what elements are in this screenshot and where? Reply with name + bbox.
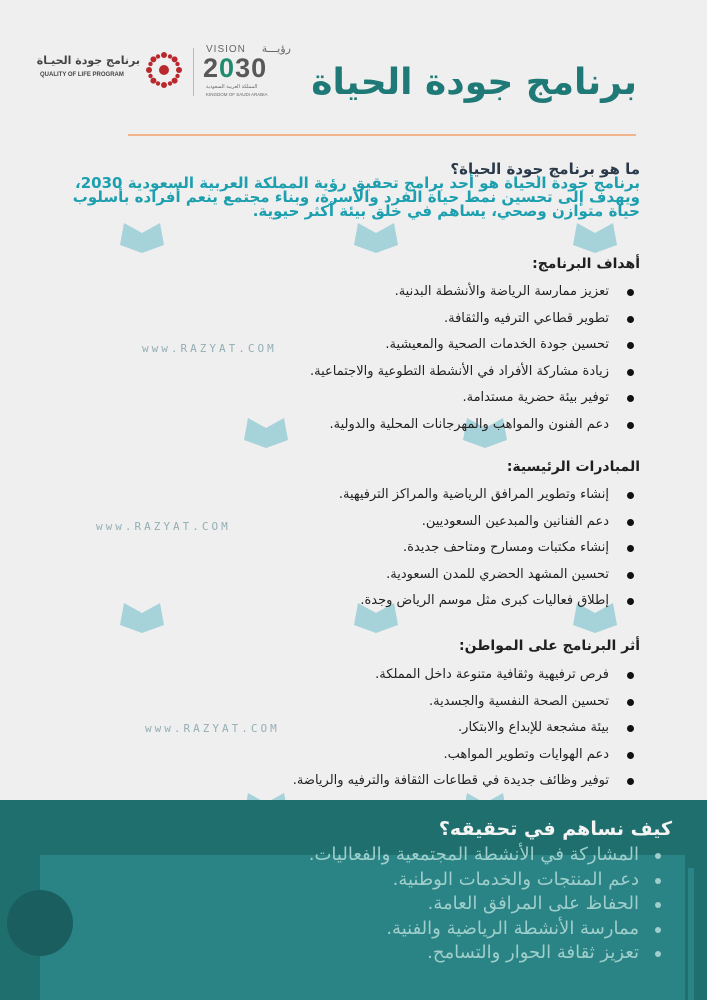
goals-title: أهداف البرنامج: [532, 256, 640, 272]
vision-kingdom-arabic: المملكة العربية السعودية [206, 84, 258, 90]
decor-circle [7, 890, 73, 956]
decor-bar [688, 868, 694, 1000]
header [0, 0, 707, 140]
list-item: تطوير قطاعي الترفيه والثقافة. [310, 306, 637, 333]
vision-2030-logo [203, 44, 293, 100]
list-item: المشاركة في الأنشطة المجتمعية والفعاليات. [309, 843, 667, 868]
vision-word: VISION [206, 44, 246, 55]
title-divider [128, 134, 636, 136]
list-item: ممارسة الأنشطة الرياضية والفنية. [309, 917, 667, 942]
list-item: توفير بيئة حضرية مستدامة. [310, 385, 637, 412]
qol-logo-english: QUALITY OF LIFE PROGRAM [40, 72, 124, 78]
contribute-title: كيف نساهم في تحقيقه؟ [438, 818, 672, 840]
watermark-url: www.RAZYAT.COM [145, 722, 280, 735]
impact-title: أثر البرنامج على المواطن: [459, 638, 640, 654]
list-item: بيئة مشجعة للإبداع والابتكار. [293, 715, 637, 742]
list-item: توفير وظائف جديدة في قطاعات الثقافة والترفيه والرياضة. [293, 768, 637, 795]
list-item: تحسين المشهد الحضري للمدن السعودية. [339, 562, 637, 589]
list-item: تحسين جودة الخدمات الصحية والمعيشية. [310, 332, 637, 359]
intro-question: ما هو برنامج جودة الحياة؟ [450, 160, 640, 178]
vision-kingdom-english: KINGDOM OF SAUDI ARABIA [206, 92, 268, 97]
initiatives-title: المبادرات الرئيسية: [506, 459, 640, 475]
list-item: الحفاظ على المرافق العامة. [309, 892, 667, 917]
page-title: برنامج جودة الحياة [311, 62, 637, 103]
vision-arabic: رؤيـــة [261, 42, 291, 55]
list-item: دعم المنتجات والخدمات الوطنية. [309, 868, 667, 893]
list-item: إنشاء مكتبات ومسارح ومتاحف جديدة. [339, 535, 637, 562]
watermark-book-icon [112, 595, 172, 645]
list-item: تعزيز ثقافة الحوار والتسامح. [309, 941, 667, 966]
vision-year [203, 53, 267, 84]
list-item: إنشاء وتطوير المرافق الرياضية والمراكز الترفيهية. [339, 482, 637, 509]
contribute-list [309, 843, 667, 966]
quality-of-life-logo [36, 50, 190, 92]
list-item: فرص ترفيهية وثقافية متنوعة داخل المملكة. [293, 662, 637, 689]
watermark-url: www.RAZYAT.COM [96, 520, 231, 533]
watermark-book-icon [112, 215, 172, 265]
watermark-url: www.RAZYAT.COM [142, 342, 277, 355]
list-item: دعم الهوايات وتطوير المواهب. [293, 742, 637, 769]
list-item: دعم الفنون والمواهب والمهرجانات المحلية والدولية. [310, 412, 637, 439]
logo-separator [193, 48, 194, 96]
list-item: زيادة مشاركة الأفراد في الأنشطة التطوعية والاجتماعية. [310, 359, 637, 386]
vision-year-b: 30 [235, 53, 268, 83]
watermark-book-icon [236, 410, 296, 460]
impact-list [293, 662, 637, 795]
contribute-section [0, 800, 707, 1000]
initiatives-list [339, 482, 637, 615]
list-item: تحسين الصحة النفسية والجسدية. [293, 689, 637, 716]
vision-year-a: 2 [203, 53, 220, 83]
list-item: دعم الفنانين والمبدعين السعوديين. [339, 509, 637, 536]
intro-text: برنامج جودة الحياة هو أحد برامج تحقيق رؤية المملكة العربية السعودية 2030، ويهدف إلى تحسين نمط حياة الفرد والأسرة، وبناء مجتمع ينعم أفراده بأسلوب حياة متوازن وصحي، يساهم في خلق بيئة أكثر حيوية. [72, 174, 640, 220]
qol-logo-arabic: برنامج جودة الحيـاة [36, 54, 140, 67]
list-item: إطلاق فعاليات كبرى مثل موسم الرياض وجدة. [339, 588, 637, 615]
vision-year-zero: 0 [219, 53, 236, 83]
goals-list [310, 279, 637, 438]
watermark-book-icon [346, 215, 406, 265]
qol-emblem-icon [144, 50, 184, 90]
list-item: تعزيز ممارسة الرياضة والأنشطة البدنية. [310, 279, 637, 306]
